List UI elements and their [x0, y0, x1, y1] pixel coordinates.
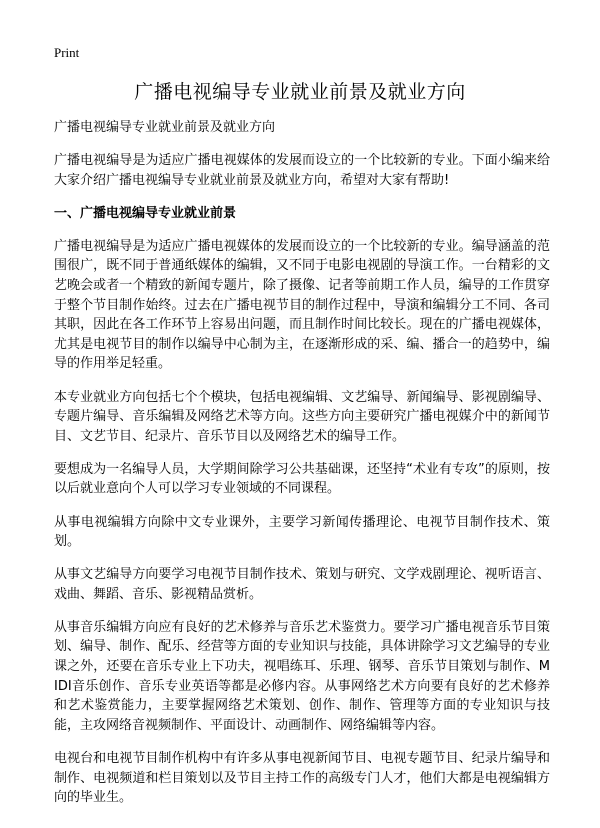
paragraph: 电视台和电视节目制作机构中有许多从事电视新闻节目、电视专题节目、纪录片编导和制作、电视频道和栏目策划以及节目主持工作的高级专门人才，他们大都是电视编辑方向的毕业生。	[54, 750, 550, 806]
page-title: 广播电视编导专业就业前景及就业方向	[134, 81, 466, 103]
print-label: Print	[54, 45, 80, 60]
paragraph: 从事文艺编导方向要学习电视节目制作技术、策划与研究、文学戏剧理论、视听语言、戏曲、舞蹈、音乐、影视精品赏析。	[54, 567, 550, 602]
intro-paragraph: 广播电视编导是为适应广播电视媒体的发展而设立的一个比较新的专业。下面小编来给大家介绍广播电视编导专业就业前景及就业方向，希望对大家有帮助!	[54, 153, 550, 188]
paragraph: 从事电视编辑方向除中文专业课外，主要学习新闻传播理论、电视节目制作技术、策划。	[54, 514, 550, 550]
paragraph: 要想成为一名编导人员，大学期间除学习公共基础课，还坚持“术业有专攻”的原则，按以后就业意向个人可以学习专业领域的不同课程。	[54, 461, 550, 497]
subtitle: 广播电视编导专业就业前景及就业方向	[54, 120, 276, 135]
paragraph: 广播电视编导是为适应广播电视媒体的发展而设立的一个比较新的专业。编导涵盖的范围很广，既不同于普通纸媒体的编辑，又不同于电影电视剧的导演工作。一台精彩的文艺晚会或者一个精致的新闻专题片，除了摄像、记者等前期工作人员，编导的工作贯穿于整个节目制作始终。过去在广播电视节目的制作过程中，导演和编辑分工不同、各司其职，因此在各工作环节上容易出问题，而且制作时间比较长。现在的广播电视媒体，尤其是电视节目的制作以编导中心制为主，在逐渐形成的采、编、播合一的趋势中，编导的作用举足轻重。	[54, 238, 550, 372]
paragraph: 从事音乐编辑方向应有良好的艺术修养与音乐艺术鉴赏力。要学习广播电视音乐节目策划、编导、制作、配乐、经营等方面的专业知识与技能，具体讲除学习文艺编导的专业课之外，还要在音乐专业上下功夫，视唱练耳、乐理、钢琴、音乐节目策划与制作、MIDI音乐创作、音乐专业英语等都是必修内容。从事网络艺术方向要有良好的艺术修养和艺术鉴赏能力，主要掌握网络艺术策划、创作、制作、管理等方面的专业知识与技能，主攻网络音视频制作、平面设计、动画制作、网络编辑等内容。	[54, 619, 550, 733]
article-body	[54, 118, 550, 821]
paragraph: 本专业就业方向包括七个个模块，包括电视编辑、文艺编导、新闻编导、影视剧编导、专题片编导、音乐编辑及网络艺术等方向。这些方向主要研究广播电视媒介中的新闻节目、文艺节目、纪录片、音乐节目以及网络艺术的编导工作。	[54, 389, 550, 444]
section-heading: 一、广播电视编导专业就业前景	[54, 205, 237, 221]
